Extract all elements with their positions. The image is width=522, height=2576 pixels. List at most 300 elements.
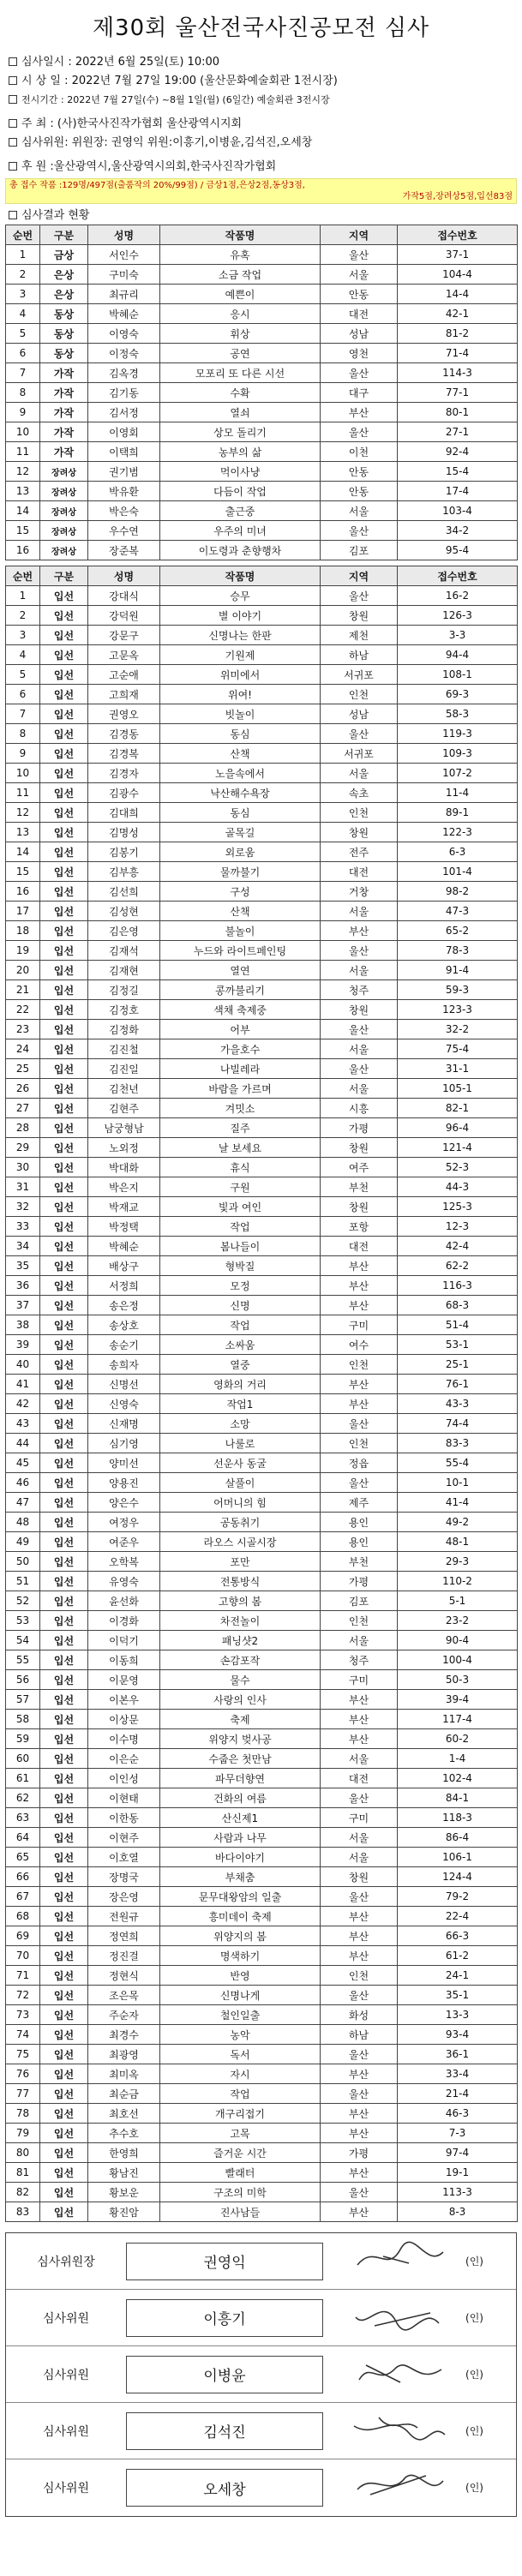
cell-no: 61 (6, 1769, 40, 1788)
signature-area (323, 2292, 516, 2344)
cell-receipt: 94-4 (398, 645, 518, 665)
table-row (6, 2124, 518, 2143)
cell-region: 인천 (321, 685, 398, 704)
cell-receipt: 27-1 (398, 422, 518, 442)
col-class: 구분 (40, 566, 88, 586)
table-row (6, 1099, 518, 1118)
cell-class: 입선 (40, 1828, 88, 1848)
cell-no: 12 (6, 803, 40, 823)
cell-work: 구원 (160, 1177, 321, 1197)
cell-name: 오학복 (88, 1552, 160, 1572)
cell-class: 동상 (40, 344, 88, 363)
cell-class: 입선 (40, 842, 88, 862)
cell-work: 패닝샷2 (160, 1631, 321, 1650)
cell-region: 인천 (321, 1355, 398, 1375)
cell-no: 8 (6, 383, 40, 403)
cell-class: 은상 (40, 265, 88, 285)
cell-name: 박정택 (88, 1217, 160, 1237)
cell-name: 박재교 (88, 1197, 160, 1217)
cell-receipt: 106-1 (398, 1848, 518, 1867)
table-row (6, 803, 518, 823)
cell-class: 입선 (40, 586, 88, 606)
cell-work: 응시 (160, 304, 321, 324)
checkbox-icon (9, 76, 17, 85)
cell-region: 대전 (321, 304, 398, 324)
cell-no: 42 (6, 1394, 40, 1414)
cell-work: 파무더향연 (160, 1769, 321, 1788)
cell-name: 김광수 (88, 783, 160, 803)
cell-no: 13 (6, 823, 40, 842)
cell-class: 입선 (40, 2084, 88, 2104)
cell-no: 83 (6, 2202, 40, 2222)
cell-region: 청주 (321, 980, 398, 1000)
checkbox-icon (9, 138, 17, 147)
table-row (6, 1473, 518, 1493)
cell-work: 기원제 (160, 645, 321, 665)
cell-region: 서울 (321, 1079, 398, 1099)
table-row (6, 1650, 518, 1670)
cell-name: 김경자 (88, 764, 160, 783)
cell-name: 서인수 (88, 245, 160, 265)
cell-class: 입선 (40, 724, 88, 744)
cell-no: 14 (6, 501, 40, 521)
cell-class: 입선 (40, 823, 88, 842)
cell-work: 봄나들이 (160, 1237, 321, 1256)
table-row (6, 462, 518, 482)
cell-no: 16 (6, 882, 40, 902)
cell-work: 나룰로 (160, 1434, 321, 1453)
cell-work: 명색하기 (160, 1946, 321, 1966)
cell-region: 울산 (321, 1059, 398, 1079)
cell-name: 최미옥 (88, 2064, 160, 2084)
cell-no: 4 (6, 645, 40, 665)
table-row (6, 1158, 518, 1177)
cell-work: 동심 (160, 724, 321, 744)
cell-class: 입선 (40, 606, 88, 626)
cell-name: 김명성 (88, 823, 160, 842)
cell-class: 입선 (40, 1434, 88, 1453)
cell-receipt: 121-4 (398, 1138, 518, 1158)
cell-region: 성남 (321, 704, 398, 724)
cell-work: 휘상 (160, 324, 321, 344)
cell-no: 10 (6, 422, 40, 442)
cell-class: 입선 (40, 980, 88, 1000)
cell-region: 서울 (321, 1631, 398, 1650)
cell-name: 박혜순 (88, 304, 160, 324)
cell-work: 작업 (160, 1315, 321, 1335)
cell-region: 제주 (321, 1493, 398, 1513)
checkbox-icon (9, 57, 17, 66)
cell-work: 진사남들 (160, 2202, 321, 2222)
cell-region: 부산 (321, 2163, 398, 2183)
cell-region: 울산 (321, 1887, 398, 1907)
cell-work: 질주 (160, 1118, 321, 1138)
cell-work: 위미에서 (160, 665, 321, 685)
cell-region: 구미 (321, 1808, 398, 1828)
cell-receipt: 93-4 (398, 2025, 518, 2045)
cell-receipt: 89-1 (398, 803, 518, 823)
info-date: 심사일시 : 2022년 6월 25일(토) 10:00 (5, 53, 517, 72)
cell-region: 서울 (321, 1828, 398, 1848)
table-row (6, 1749, 518, 1769)
cell-no: 81 (6, 2163, 40, 2183)
cell-class: 입선 (40, 1946, 88, 1966)
cell-name: 황남진 (88, 2163, 160, 2183)
cell-receipt: 76-1 (398, 1375, 518, 1394)
table-row (6, 344, 518, 363)
cell-receipt: 3-3 (398, 626, 518, 645)
table-row (6, 1296, 518, 1315)
cell-work: 겨밋소 (160, 1099, 321, 1118)
cell-name: 이현태 (88, 1788, 160, 1808)
cell-name: 양미선 (88, 1453, 160, 1473)
cell-name: 강덕원 (88, 606, 160, 626)
cell-receipt: 43-3 (398, 1394, 518, 1414)
signature-name: 오세창 (126, 2469, 323, 2507)
table-row (6, 1118, 518, 1138)
cell-work: 열연 (160, 961, 321, 980)
table-row (6, 1670, 518, 1690)
cell-region: 구미 (321, 1670, 398, 1690)
cell-name: 박혜순 (88, 1237, 160, 1256)
cell-no: 16 (6, 541, 40, 560)
cell-name: 신영숙 (88, 1394, 160, 1414)
cell-class: 입선 (40, 1256, 88, 1276)
cell-name: 이호열 (88, 1848, 160, 1867)
cell-name: 김대희 (88, 803, 160, 823)
cell-work: 신명나게 (160, 1986, 321, 2005)
cell-region: 창원 (321, 1000, 398, 1020)
cell-class: 입선 (40, 1986, 88, 2005)
cell-region: 창원 (321, 1197, 398, 1217)
cell-receipt: 108-1 (398, 665, 518, 685)
table-row (6, 1986, 518, 2005)
cell-class: 장려상 (40, 541, 88, 560)
col-work: 작품명 (160, 225, 321, 245)
cell-no: 54 (6, 1631, 40, 1650)
cell-name: 추수호 (88, 2124, 160, 2143)
cell-region: 부산 (321, 1729, 398, 1749)
cell-work: 전통방식 (160, 1572, 321, 1591)
cell-name: 노외정 (88, 1138, 160, 1158)
cell-region: 인천 (321, 1611, 398, 1631)
cell-receipt: 8-3 (398, 2202, 518, 2222)
table-row (6, 2005, 518, 2025)
signature-scribble-icon (349, 2296, 452, 2339)
cell-receipt: 34-2 (398, 521, 518, 541)
cell-receipt: 100-4 (398, 1650, 518, 1670)
cell-name: 송희자 (88, 1355, 160, 1375)
table-row (6, 285, 518, 304)
signature-name: 이병윤 (126, 2356, 323, 2393)
cell-name: 윤선화 (88, 1591, 160, 1611)
table-row (6, 1926, 518, 1946)
cell-class: 입선 (40, 2005, 88, 2025)
cell-no: 11 (6, 442, 40, 462)
cell-receipt: 90-4 (398, 1631, 518, 1650)
cell-work: 산책 (160, 902, 321, 921)
cell-name: 김재석 (88, 941, 160, 961)
cell-work: 문무대왕암의 일출 (160, 1887, 321, 1907)
cell-class: 가작 (40, 403, 88, 422)
cell-work: 개구리접기 (160, 2104, 321, 2124)
cell-work: 차전놀이 (160, 1611, 321, 1631)
cell-no: 1 (6, 586, 40, 606)
cell-class: 입선 (40, 803, 88, 823)
cell-work: 낙산해수욕장 (160, 783, 321, 803)
table-row (6, 501, 518, 521)
cell-name: 이본우 (88, 1690, 160, 1710)
cell-receipt: 55-4 (398, 1453, 518, 1473)
cell-no: 32 (6, 1197, 40, 1217)
cell-class: 입선 (40, 2143, 88, 2163)
cell-receipt: 97-4 (398, 2143, 518, 2163)
cell-name: 김정길 (88, 980, 160, 1000)
cell-receipt: 116-3 (398, 1276, 518, 1296)
cell-receipt: 23-2 (398, 1611, 518, 1631)
cell-region: 서울 (321, 961, 398, 980)
cell-name: 김경복 (88, 744, 160, 764)
cell-no: 21 (6, 980, 40, 1000)
cell-no: 19 (6, 941, 40, 961)
table-row (6, 1867, 518, 1887)
cell-class: 입선 (40, 1296, 88, 1315)
table-row (6, 1217, 518, 1237)
cell-name: 김재현 (88, 961, 160, 980)
col-region: 지역 (321, 566, 398, 586)
table-row (6, 2084, 518, 2104)
cell-receipt: 60-2 (398, 1729, 518, 1749)
cell-no: 65 (6, 1848, 40, 1867)
cell-receipt: 14-4 (398, 285, 518, 304)
cell-name: 김성현 (88, 902, 160, 921)
table-row (6, 1394, 518, 1414)
cell-name: 전원규 (88, 1907, 160, 1926)
cell-receipt: 78-3 (398, 941, 518, 961)
cell-work: 빗놀이 (160, 704, 321, 724)
cell-work: 포만 (160, 1552, 321, 1572)
cell-name: 강대식 (88, 586, 160, 606)
table-row (6, 442, 518, 462)
cell-work: 선운사 동굴 (160, 1453, 321, 1473)
cell-receipt: 35-1 (398, 1986, 518, 2005)
cell-class: 입선 (40, 1769, 88, 1788)
cell-receipt: 33-4 (398, 2064, 518, 2084)
table-row (6, 1710, 518, 1729)
cell-receipt: 91-4 (398, 961, 518, 980)
cell-work: 상모 돌리기 (160, 422, 321, 442)
cell-no: 11 (6, 783, 40, 803)
col-receipt: 접수번호 (398, 225, 518, 245)
cell-name: 이인성 (88, 1769, 160, 1788)
cell-no: 69 (6, 1926, 40, 1946)
table-row (6, 1631, 518, 1650)
cell-work: 살풀이 (160, 1473, 321, 1493)
cell-region: 서울 (321, 902, 398, 921)
table-row (6, 1690, 518, 1710)
awards-header-row (6, 225, 518, 245)
cell-receipt: 1-4 (398, 1749, 518, 1769)
cell-no: 70 (6, 1946, 40, 1966)
cell-no: 31 (6, 1177, 40, 1197)
cell-class: 동상 (40, 304, 88, 324)
cell-work: 가을호수 (160, 1039, 321, 1059)
table-row (6, 2183, 518, 2202)
cell-receipt: 22-4 (398, 1907, 518, 1926)
cell-class: 입선 (40, 1000, 88, 1020)
table-row (6, 704, 518, 724)
cell-region: 청주 (321, 1650, 398, 1670)
cell-class: 입선 (40, 1237, 88, 1256)
table-row (6, 1591, 518, 1611)
cell-region: 부산 (321, 2064, 398, 2084)
table-row (6, 422, 518, 442)
cell-class: 입선 (40, 1710, 88, 1729)
table-row (6, 403, 518, 422)
cell-class: 입선 (40, 1197, 88, 1217)
cell-receipt: 12-3 (398, 1217, 518, 1237)
cell-class: 입선 (40, 2202, 88, 2222)
cell-work: 건화의 여름 (160, 1788, 321, 1808)
table-row (6, 941, 518, 961)
table-row (6, 541, 518, 560)
cell-region: 가평 (321, 1572, 398, 1591)
cell-no: 75 (6, 2045, 40, 2064)
signature-name: 이흥기 (126, 2299, 323, 2337)
cell-region: 울산 (321, 521, 398, 541)
signature-role: 심사위원 (42, 2424, 90, 2439)
table-row (6, 1434, 518, 1453)
cell-no: 78 (6, 2104, 40, 2124)
cell-receipt: 101-4 (398, 862, 518, 882)
cell-name: 한영희 (88, 2143, 160, 2163)
table-row (6, 2025, 518, 2045)
cell-work: 독서 (160, 2045, 321, 2064)
cell-work: 불놀이 (160, 921, 321, 941)
cell-no: 25 (6, 1059, 40, 1079)
cell-no: 7 (6, 704, 40, 724)
cell-name: 김정화 (88, 1020, 160, 1039)
cell-receipt: 53-1 (398, 1335, 518, 1355)
cell-name: 이덕기 (88, 1631, 160, 1650)
cell-work: 소금 작업 (160, 265, 321, 285)
cell-no: 9 (6, 403, 40, 422)
cell-receipt: 47-3 (398, 902, 518, 921)
cell-region: 울산 (321, 2084, 398, 2104)
cell-region: 여수 (321, 1335, 398, 1355)
cell-region: 이천 (321, 442, 398, 462)
table-row (6, 1966, 518, 1986)
table-row (6, 1848, 518, 1867)
cell-receipt: 96-4 (398, 1118, 518, 1138)
cell-name: 여준우 (88, 1532, 160, 1552)
cell-no: 66 (6, 1867, 40, 1887)
cell-no: 45 (6, 1453, 40, 1473)
cell-name: 송은정 (88, 1296, 160, 1315)
cell-no: 67 (6, 1887, 40, 1907)
cell-no: 80 (6, 2143, 40, 2163)
signature-area (323, 2405, 516, 2457)
cell-receipt: 46-3 (398, 2104, 518, 2124)
cell-region: 울산 (321, 422, 398, 442)
cell-no: 27 (6, 1099, 40, 1118)
cell-no: 58 (6, 1710, 40, 1729)
col-name: 성명 (88, 566, 160, 586)
cell-work: 손감포작 (160, 1650, 321, 1670)
cell-no: 49 (6, 1532, 40, 1552)
cell-no: 15 (6, 521, 40, 541)
cell-receipt: 75-4 (398, 1039, 518, 1059)
cell-name: 이동희 (88, 1650, 160, 1670)
cell-name: 김진일 (88, 1059, 160, 1079)
cell-region: 부산 (321, 1375, 398, 1394)
cell-name: 심기영 (88, 1434, 160, 1453)
col-receipt: 접수번호 (398, 566, 518, 586)
cell-class: 은상 (40, 285, 88, 304)
cell-region: 안동 (321, 285, 398, 304)
cell-class: 입선 (40, 2183, 88, 2202)
table-row (6, 2104, 518, 2124)
cell-name: 이영숙 (88, 324, 160, 344)
table-row (6, 1079, 518, 1099)
cell-receipt: 24-1 (398, 1966, 518, 1986)
info-sponsor: 후 원 :울산광역시,울산광역시의회,한국사진작가협회 (5, 158, 517, 177)
table-row (6, 980, 518, 1000)
cell-no: 5 (6, 324, 40, 344)
cell-receipt: 98-2 (398, 882, 518, 902)
cell-receipt: 123-3 (398, 1000, 518, 1020)
cell-receipt: 119-3 (398, 724, 518, 744)
table-row (6, 1138, 518, 1158)
table-row (6, 665, 518, 685)
cell-receipt: 79-2 (398, 1887, 518, 1907)
cell-region: 서울 (321, 501, 398, 521)
cell-name: 고문옥 (88, 645, 160, 665)
cell-region: 성남 (321, 324, 398, 344)
awards-table (5, 225, 518, 560)
cell-receipt: 36-1 (398, 2045, 518, 2064)
cell-no: 50 (6, 1552, 40, 1572)
cell-class: 입선 (40, 764, 88, 783)
cell-name: 남궁형남 (88, 1118, 160, 1138)
cell-region: 부산 (321, 1690, 398, 1710)
cell-receipt: 66-3 (398, 1926, 518, 1946)
cell-no: 64 (6, 1828, 40, 1848)
signature-row (6, 2459, 516, 2516)
cell-receipt: 77-1 (398, 383, 518, 403)
cell-region: 창원 (321, 606, 398, 626)
cell-class: 입선 (40, 2163, 88, 2183)
cell-name: 박유환 (88, 482, 160, 501)
cell-name: 김진철 (88, 1039, 160, 1059)
cell-no: 7 (6, 363, 40, 383)
cell-class: 입선 (40, 2025, 88, 2045)
col-work: 작품명 (160, 566, 321, 586)
cell-work: 작업1 (160, 1394, 321, 1414)
cell-name: 조은목 (88, 1986, 160, 2005)
cell-no: 47 (6, 1493, 40, 1513)
signature-role: 심사위원 (42, 2311, 90, 2326)
info-judges: 심사위원: 위원장: 권영익 위원:이흥기,이병윤,김석진,오세창 (5, 134, 517, 153)
cell-class: 입선 (40, 1355, 88, 1375)
cell-no: 17 (6, 902, 40, 921)
cell-name: 최광영 (88, 2045, 160, 2064)
cell-no: 20 (6, 961, 40, 980)
cell-receipt: 49-2 (398, 1513, 518, 1532)
cell-no: 38 (6, 1315, 40, 1335)
cell-region: 부산 (321, 1926, 398, 1946)
cell-class: 입선 (40, 882, 88, 902)
